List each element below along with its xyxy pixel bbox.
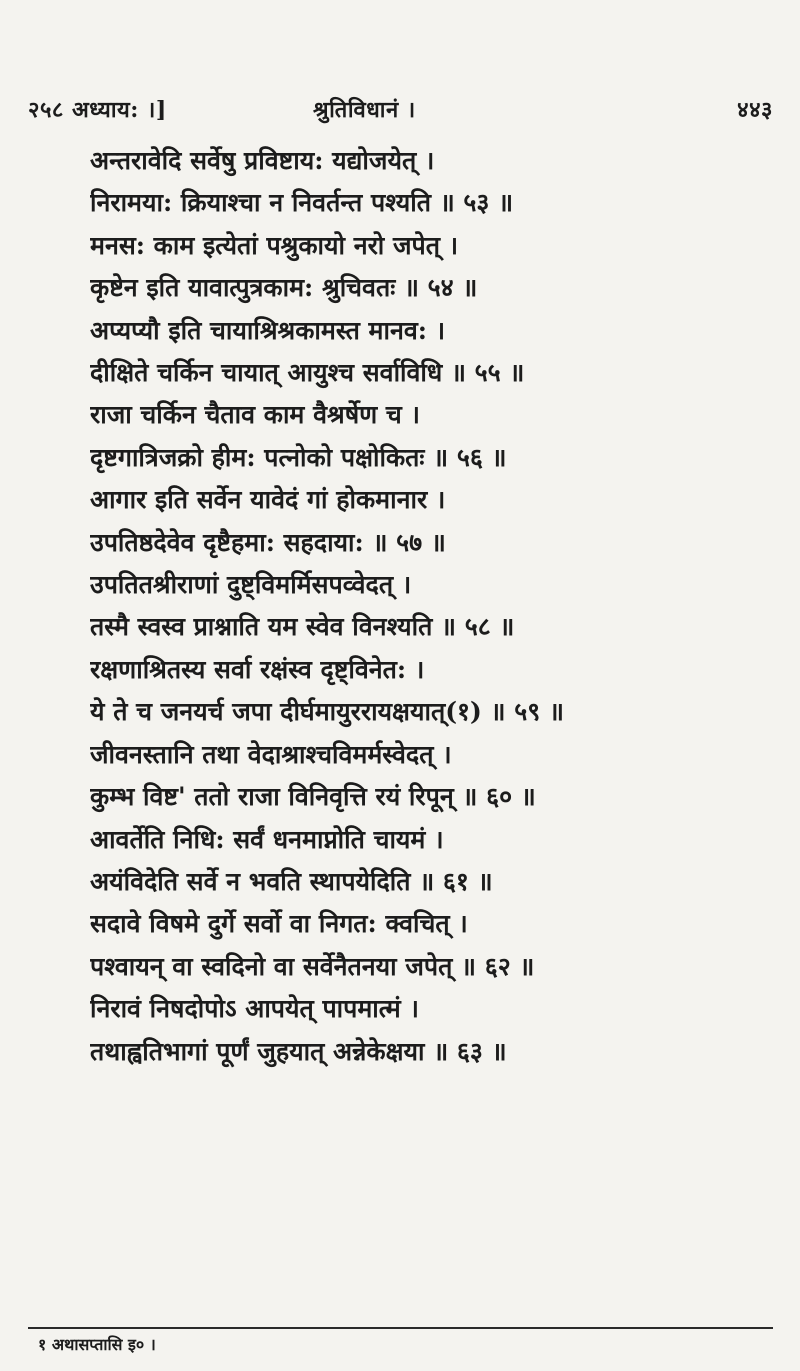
verse-block — [90, 140, 740, 1073]
verse-line: कुम्भ विष्ट' ततो राजा विनिवृत्ति रयं रिपून् ॥ ६० ॥ — [90, 782, 536, 812]
verse-line: ये ते च जनयर्च जपा दीर्घमायुररायक्षयात्(१) ॥ ५९ ॥ — [90, 697, 564, 727]
verse-line: निरावं निषदोपोऽ आपयेत् पापमात्मं । — [90, 994, 419, 1024]
verse-line: तस्मै स्वस्व प्राश्नाति यम स्वेव विनश्यति ॥ ५८ ॥ — [90, 612, 515, 642]
header-chapter-ref: २५८ अध्याय: ।] — [28, 97, 167, 123]
footnote: १ अथासप्तासि इ० । — [38, 1335, 156, 1354]
running-header — [28, 94, 773, 130]
verse-line: कृष्टेन इति यावात्पुत्रकाम: श्रुचिवतः ॥ ५४ ॥ — [90, 273, 478, 303]
header-title: श्रुतिविधानं । — [313, 97, 416, 123]
verse-line: आवर्तेति निधि: सर्वं धनमाप्नोति चायमं । — [90, 824, 444, 854]
verse-line: उपतितश्रीराणां दुष्ट्विमर्मिसपव्वेदत् । — [90, 570, 412, 600]
verse-line: सदावे विषमे दुर्गे सर्वो वा निगत: क्वचित् । — [90, 909, 468, 939]
verse-line: निरामया: क्रियाश्चा न निवर्तन्त पश्यति ॥ ५३ ॥ — [90, 188, 514, 218]
verse-line: रक्षणाश्रितस्य सर्वा रक्षंस्व दृष्ट्विनेत: । — [90, 654, 425, 684]
footnote-divider — [28, 1327, 773, 1329]
verse-line: दीक्षिते चर्किन चायात् आयुश्च सर्वाविधि ॥ ५५ ॥ — [90, 358, 525, 388]
verse-line: जीवनस्तानि तथा वेदाश्राश्चविमर्मस्वेदत् । — [90, 739, 452, 769]
verse-line: अन्तरावेदि सर्वेषु प्रविष्टाय: यद्योजयेत् । — [90, 146, 435, 175]
verse-line: तथाह्वतिभागां पूर्णं जुहयात् अन्नेकेक्षया ॥ ६३ ॥ — [90, 1036, 507, 1066]
verse-line: आगार इति सर्वेन यावेदं गां होकमानार । — [90, 485, 446, 515]
verse-line: पश्वायन् वा स्वदिनो वा सर्वेनैतनया जपेत् ॥ ६२ ॥ — [90, 951, 535, 981]
verse-line: अप्यप्यौ इति चायाश्रिश्रकामस्त मानव: । — [90, 315, 446, 345]
verse-line: अयंविदेति सर्वे न भवति स्थापयेदिति ॥ ६१ ॥ — [90, 866, 493, 896]
page-number: ४४३ — [737, 97, 773, 123]
verse-line: मनस: काम इत्येतां पश्रुकायो नरो जपेत् । — [90, 230, 459, 260]
verse-line: उपतिष्ठदेवेव दृष्टैहमा: सहदाया: ॥ ५७ ॥ — [90, 527, 446, 557]
verse-line: दृष्टगात्रिजक्रो हीम: पत्नोको पक्षोकितः ॥ ५६ ॥ — [90, 442, 507, 472]
verse-line: राजा चर्किन चैताव काम वैश्रर्षेण च । — [90, 400, 420, 430]
